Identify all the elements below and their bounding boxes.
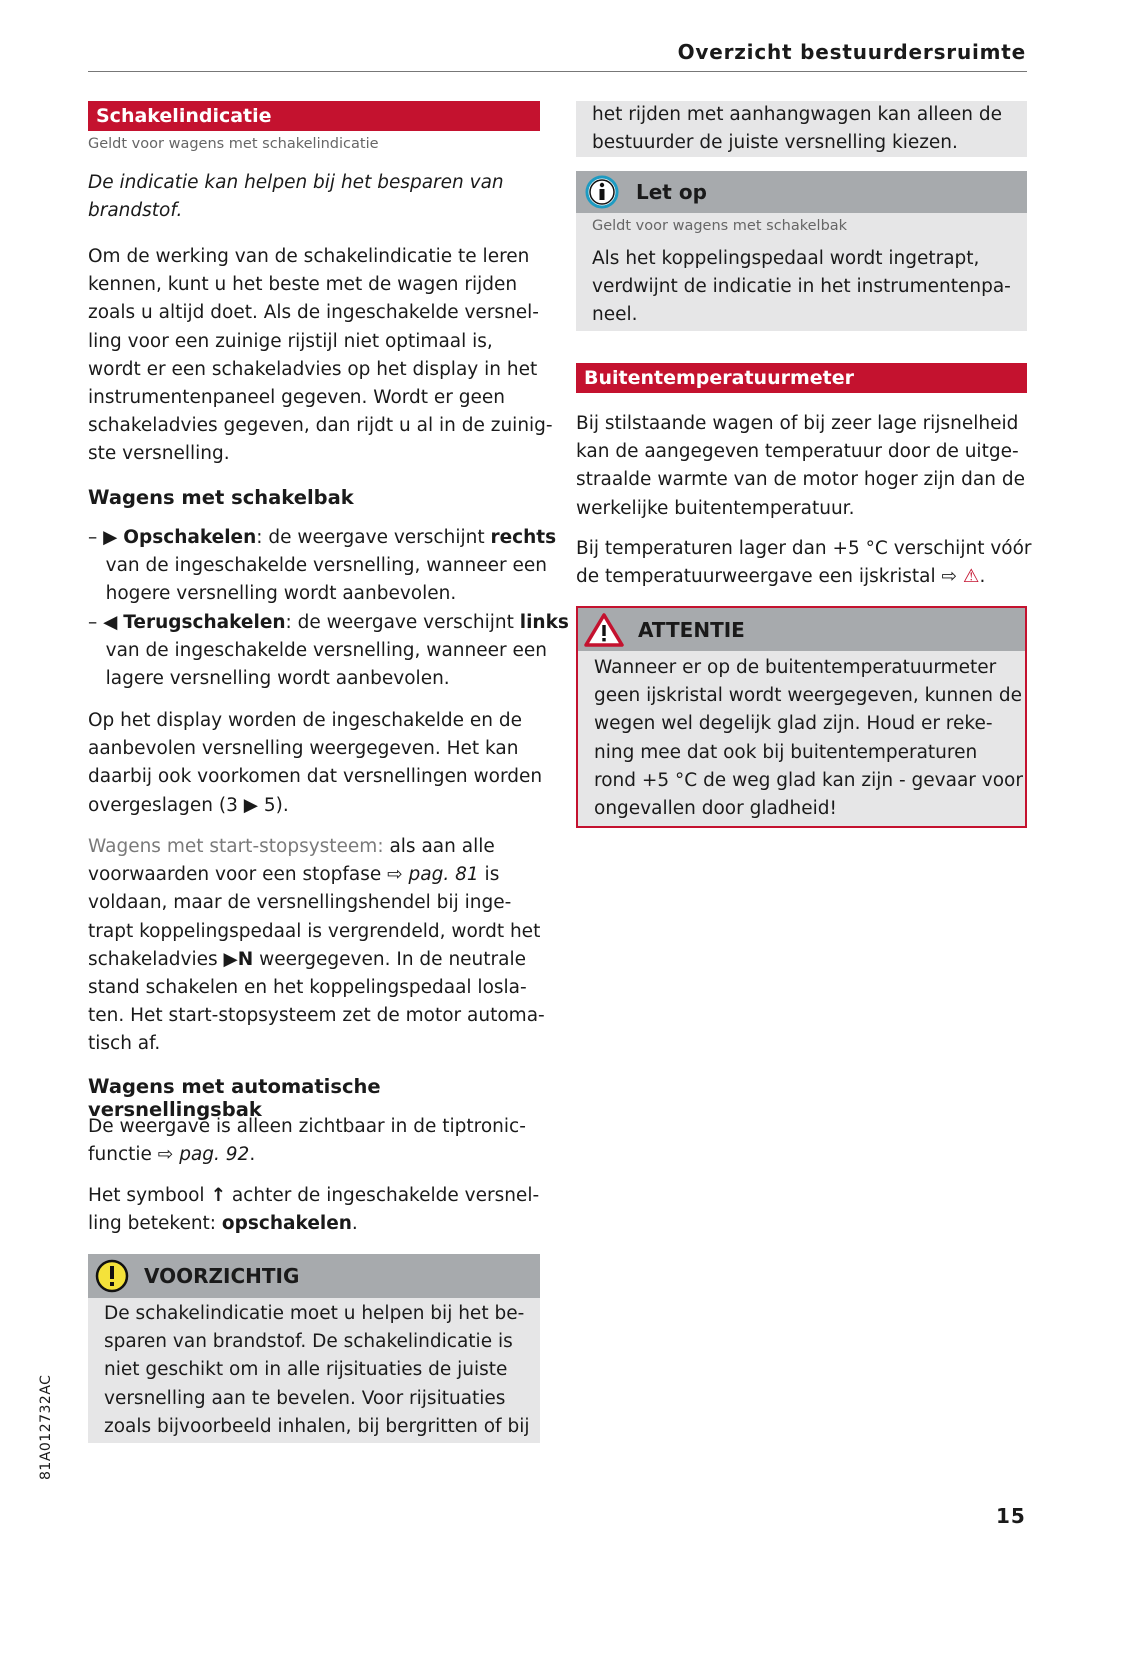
text-line	[88, 1002, 545, 1030]
paragraph	[88, 707, 543, 820]
text-segment: schakeladvies gegeven, dan rijdt u al in de zuinig-	[88, 415, 553, 437]
text-segment: niet geschikt om in alle rijsituaties de juiste	[104, 1359, 508, 1381]
text-line	[88, 974, 540, 1002]
text-segment: stand schakelen en het koppelingspedaal losla-	[88, 976, 527, 998]
text-segment: schakeladvies	[88, 948, 224, 970]
text-segment: bestuurder de juiste versnelling kiezen.	[592, 132, 958, 154]
warning-title: ATTENTIE	[638, 617, 745, 642]
text-segment: Bij temperaturen lager dan +5 °C verschijnt vóór	[576, 538, 1032, 559]
text-line	[576, 535, 1032, 563]
text-segment: lagere versnelling wordt aanbevolen.	[88, 667, 450, 689]
warning-box	[576, 606, 1027, 828]
text-line	[88, 1141, 540, 1169]
text-segment: pag. 92	[179, 1144, 250, 1166]
text-line	[88, 792, 540, 820]
text-segment: kennen, kunt u het beste met de wagen rijden	[88, 274, 518, 296]
text-segment: achter de ingeschakelde versnel-	[225, 1185, 540, 1206]
text-segment: sparen van brandstof. De schakelindicatie is	[104, 1331, 513, 1353]
text-line	[88, 637, 547, 665]
paragraph	[88, 833, 545, 1059]
text-segment: voldaan, maar de versnellingshendel bij inge-	[88, 892, 512, 914]
text-segment: neel.	[592, 304, 638, 326]
text-segment: rond +5 °C de weg glad kan zijn - gevaar voor	[594, 769, 1023, 791]
text-line	[88, 169, 540, 197]
intro-paragraph	[88, 169, 540, 225]
note-title: Let op	[636, 180, 707, 204]
text-segment: wegen wel degelijk glad zijn. Houd er reke-	[594, 713, 993, 735]
text-line	[88, 946, 540, 974]
text-segment: links	[519, 611, 569, 633]
applies-note: Geldt voor wagens met schakelindicatie	[88, 136, 379, 152]
text-segment: De schakelindicatie moet u helpen bij het be-	[104, 1303, 525, 1324]
exclamation-circle-icon	[94, 1258, 130, 1294]
text-line	[88, 1113, 540, 1141]
text-segment: Het symbool	[88, 1185, 211, 1206]
text-line	[88, 328, 540, 356]
text-segment: Wanneer er op de buitentemperatuurmeter	[594, 657, 997, 678]
info-icon	[584, 174, 620, 210]
note-text	[576, 245, 1027, 330]
header-divider	[88, 71, 1027, 72]
paragraph	[88, 1182, 540, 1238]
text-segment: brandstof.	[88, 200, 183, 222]
note-header	[576, 171, 1027, 213]
caution-box	[88, 1254, 540, 1443]
text-segment: aanbevolen versnelling weergegeven. Het kan	[88, 738, 519, 760]
text-segment: is	[478, 864, 500, 886]
text-segment: : de weergave verschijnt	[285, 611, 520, 633]
subheading-automatic: Wagens met automatische versnellingsbak	[88, 1075, 381, 1121]
text-segment: Opschakelen	[123, 527, 257, 548]
paragraph	[576, 410, 1027, 523]
text-segment: Bij stilstaande wagen of bij zeer lage rijsnelheid	[576, 413, 1019, 434]
text-line	[576, 563, 1027, 591]
warning-header	[578, 608, 1025, 651]
text-segment: verdwijnt de indicatie in het instrumentenpa-	[592, 276, 1011, 298]
caution-header	[88, 1254, 540, 1298]
text-line	[576, 410, 1027, 438]
text-segment: het rijden met aanhangwagen kan alleen de	[592, 104, 1002, 125]
text-segment: van de ingeschakelde versnelling, wanneer een	[88, 555, 547, 577]
text-segment: – ▶	[88, 527, 124, 548]
text-segment: overgeslagen (3 ▶ 5).	[88, 794, 289, 816]
text-segment: opschakelen	[221, 1213, 352, 1235]
text-line	[88, 707, 540, 735]
text-segment: ↑	[210, 1185, 226, 1206]
text-segment: rechts	[490, 527, 557, 548]
paragraph	[576, 535, 1032, 591]
text-line	[594, 682, 1025, 710]
text-segment: straalde warmte van de motor hoger zijn dan de	[576, 469, 1025, 491]
text-segment: ling betekent:	[88, 1213, 222, 1235]
text-line	[88, 763, 543, 791]
text-segment: ning mee dat ook bij buitentemperaturen	[594, 741, 978, 763]
text-segment: Als het koppelingspedaal wordt ingetrapt,	[592, 248, 980, 269]
text-line	[88, 440, 540, 468]
text-line	[88, 918, 540, 946]
note-box	[576, 171, 1027, 331]
text-line	[576, 495, 1027, 523]
text-line	[88, 412, 553, 440]
caution-text	[88, 1298, 540, 1441]
text-segment: geen ijskristal wordt weergegeven, kunnen de	[594, 685, 1023, 707]
text-line	[592, 245, 1027, 273]
text-line	[104, 1385, 540, 1413]
text-segment: pag. 81	[408, 864, 479, 886]
section-heading-schakelindicatie: Schakelindicatie	[88, 101, 540, 131]
section-heading-buitentemperatuurmeter: Buitentemperatuurmeter	[576, 363, 1027, 393]
text-segment: tisch af.	[88, 1033, 161, 1055]
text-segment: Op het display worden de ingeschakelde en de	[88, 710, 523, 731]
text-line	[104, 1413, 540, 1441]
note-applies: Geldt voor wagens met schakelbak	[592, 218, 848, 234]
text-line	[592, 273, 1027, 301]
text-segment: hogere versnelling wordt aanbevolen.	[88, 583, 457, 605]
text-segment: daarbij ook voorkomen dat versnellingen worden	[88, 766, 543, 788]
text-line	[88, 384, 540, 412]
text-segment: De indicatie kan helpen bij het besparen van	[88, 172, 504, 193]
text-segment: wordt er een schakeladvies op het display in het	[88, 358, 538, 380]
text-segment: – ◀	[88, 611, 124, 633]
text-line	[88, 1210, 540, 1238]
text-line	[88, 271, 540, 299]
text-line	[104, 1356, 540, 1384]
text-line	[88, 243, 540, 271]
text-line	[88, 580, 540, 608]
text-segment: ▶N	[223, 948, 254, 970]
text-segment: trapt koppelingspedaal is vergrendeld, wordt het	[88, 920, 541, 942]
text-segment: zoals bijvoorbeeld inhalen, bij bergritten of bij	[104, 1415, 530, 1437]
text-line	[88, 524, 557, 552]
text-segment: voorwaarden voor een stopfase ⇨	[88, 864, 409, 886]
text-segment: weergegeven. In de neutrale	[253, 948, 526, 970]
text-segment: ongevallen door gladheid!	[594, 797, 837, 819]
text-line	[104, 1328, 540, 1356]
text-segment: De weergave is alleen zichtbaar in de tiptronic-	[88, 1116, 526, 1137]
paragraph	[88, 1113, 540, 1169]
text-segment: .	[249, 1144, 256, 1166]
text-line	[594, 710, 1025, 738]
text-line	[88, 1182, 540, 1210]
subheading-manual: Wagens met schakelbak	[88, 486, 354, 509]
text-segment: Terugschakelen	[123, 611, 286, 633]
text-segment: de temperatuurweergave een ijskristal ⇨	[576, 566, 963, 588]
text-line	[594, 654, 1025, 682]
text-segment: ling voor een zuinige rijstijl niet optimaal is,	[88, 330, 493, 352]
text-segment: kan de aangegeven temperatuur door de uitge-	[576, 441, 1019, 463]
text-line	[104, 1300, 540, 1328]
text-line	[88, 735, 540, 763]
text-line	[88, 552, 547, 580]
caution-title: VOORZICHTIG	[144, 1264, 300, 1288]
document-code: 81A012732AC	[38, 1374, 54, 1480]
shift-list	[88, 524, 569, 693]
text-line	[576, 466, 1027, 494]
page-number: 15	[996, 1504, 1026, 1528]
text-line	[576, 438, 1027, 466]
text-line	[88, 833, 540, 861]
paragraph	[88, 243, 553, 469]
text-line	[88, 861, 540, 889]
text-line	[594, 739, 1025, 767]
warning-triangle-icon	[584, 613, 624, 647]
text-line	[88, 299, 540, 327]
text-segment: werkelijke buitentemperatuur.	[576, 497, 855, 519]
text-line	[88, 1030, 540, 1058]
text-segment: van de ingeschakelde versnelling, wanneer een	[88, 639, 547, 661]
text-segment: ste versnelling.	[88, 443, 230, 465]
text-segment: .	[979, 566, 986, 588]
warning-symbol-icon: ⚠	[962, 566, 980, 588]
text-line	[594, 795, 1025, 823]
text-line	[88, 889, 540, 917]
text-segment: Om de werking van de schakelindicatie te leren	[88, 246, 530, 267]
text-segment: instrumentenpaneel gegeven. Wordt er geen	[88, 386, 506, 408]
text-line	[88, 609, 569, 637]
text-line	[592, 301, 1027, 329]
text-line	[88, 356, 540, 384]
text-segment: ten. Het start-stopsysteem zet de motor automa-	[88, 1005, 545, 1027]
running-header: Overzicht bestuurdersruimte	[677, 40, 1026, 64]
text-segment: : de weergave verschijnt	[256, 527, 491, 548]
text-segment: Wagens met start-stopsysteem:	[88, 836, 384, 857]
text-line	[88, 665, 540, 693]
text-line	[592, 129, 1027, 157]
text-segment: als aan alle	[383, 836, 495, 857]
text-segment: functie ⇨	[88, 1144, 180, 1166]
text-line	[594, 767, 1025, 795]
text-segment: versnelling aan te bevelen. Voor rijsituaties	[104, 1387, 506, 1409]
text-segment: .	[351, 1213, 358, 1235]
text-line	[592, 101, 1027, 129]
text-line	[88, 197, 540, 225]
continued-text-box	[576, 101, 1027, 157]
text-segment: zoals u altijd doet. Als de ingeschakelde versnel-	[88, 302, 539, 324]
warning-text	[578, 651, 1025, 823]
